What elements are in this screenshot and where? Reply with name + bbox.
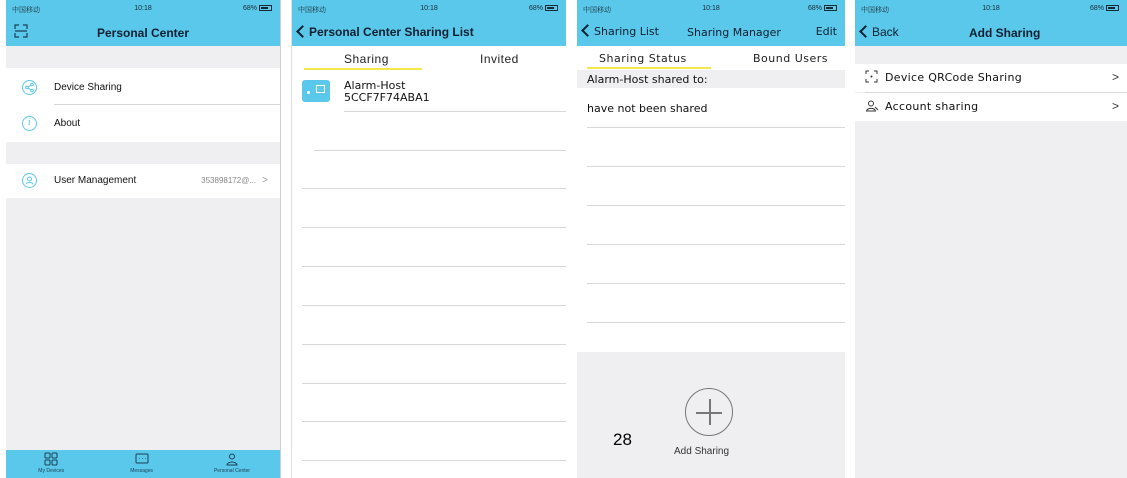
menu-item-device-sharing[interactable] (6, 80, 280, 98)
menu-item-qrcode-sharing[interactable] (855, 64, 1127, 92)
page-title: Personal Center (96, 26, 190, 40)
time-label: 10:18 (702, 5, 720, 12)
device-icon (302, 80, 330, 102)
carrier-label: 中国移动 (12, 7, 40, 14)
message-icon (135, 452, 149, 466)
status-bar (6, 0, 280, 16)
divider (302, 421, 566, 422)
battery-indicator (243, 5, 272, 12)
divider (587, 244, 845, 245)
carrier-label: 中国移动 (861, 7, 889, 14)
carrier-label: 中国移动 (298, 7, 326, 14)
back-button[interactable] (583, 25, 659, 38)
segment-sharing-status[interactable]: Sharing Status (599, 52, 687, 65)
info-icon: i (22, 116, 37, 131)
menu-item-label: Device Sharing (54, 82, 122, 93)
edit-button[interactable]: Edit (815, 25, 837, 38)
battery-icon (824, 5, 837, 11)
divider (302, 344, 566, 345)
page-number: 28 (613, 430, 632, 449)
grid-icon (44, 452, 58, 466)
menu-item-about[interactable] (6, 116, 280, 134)
divider (587, 166, 845, 167)
segment-control (577, 46, 845, 68)
divider (587, 283, 845, 284)
time-label: 10:18 (134, 5, 152, 12)
time-label: 10:18 (982, 5, 1000, 12)
battery-icon (1106, 5, 1119, 11)
back-button[interactable] (298, 25, 474, 39)
add-sharing-label[interactable]: Add Sharing (674, 446, 730, 457)
tab-bar (6, 450, 280, 478)
back-label: Sharing List (594, 25, 659, 38)
add-sharing-icon[interactable] (685, 388, 733, 436)
menu-item-user-management[interactable] (6, 173, 280, 191)
device-list-item[interactable] (292, 74, 566, 110)
chevron-left-icon (296, 25, 309, 38)
battery-label: 68% (807, 5, 822, 12)
menu-item-account-sharing[interactable] (855, 93, 1127, 121)
section-spacer (6, 46, 280, 68)
chevron-right-icon: > (262, 175, 268, 186)
chevron-right-icon: > (1111, 99, 1119, 113)
tab-messages[interactable] (96, 452, 186, 474)
chevron-right-icon: > (1111, 70, 1119, 84)
page-title: Sharing Manager (687, 26, 781, 39)
segment-sharing[interactable]: Sharing (344, 52, 389, 66)
personal-center-screen (6, 0, 281, 478)
account-icon (865, 99, 879, 116)
share-icon (22, 80, 37, 95)
segment-active-indicator (587, 67, 711, 69)
divider (302, 227, 566, 228)
battery-icon (259, 5, 272, 11)
user-account-value: 353898172@... (201, 176, 256, 185)
page-title: Add Sharing (969, 26, 1041, 40)
segment-bound-users[interactable]: Bound Users (753, 52, 829, 65)
battery-indicator (1090, 5, 1119, 12)
battery-indicator (808, 5, 837, 12)
device-name: Alarm-Host (344, 79, 406, 92)
nav-header (855, 0, 1127, 46)
menu-item-label: User Management (54, 175, 137, 186)
nav-header (292, 0, 566, 46)
divider (302, 188, 566, 189)
menu-item-label: Account sharing (885, 100, 979, 113)
divider (302, 460, 566, 461)
person-icon (225, 452, 239, 466)
battery-indicator (529, 5, 558, 12)
battery-label: 68% (242, 5, 257, 12)
sharing-manager-screen (577, 0, 845, 478)
divider (302, 383, 566, 384)
battery-label: 68% (1089, 5, 1104, 12)
sharing-list-screen (291, 0, 566, 478)
divider (314, 150, 566, 151)
nav-header (6, 0, 280, 46)
shared-to-header: Alarm-Host shared to: (577, 70, 845, 88)
empty-state-text: have not been shared (587, 102, 708, 115)
back-button[interactable] (861, 25, 899, 39)
menu-item-label: Device QRCode Sharing (885, 71, 1023, 84)
back-label: Back (872, 25, 899, 39)
divider (587, 127, 845, 128)
page-title: Personal Center Sharing List (309, 25, 474, 39)
section-spacer (6, 142, 280, 164)
divider (344, 111, 566, 112)
divider (302, 266, 566, 267)
divider (587, 205, 845, 206)
divider (54, 104, 280, 105)
carrier-label: 中国移动 (583, 7, 611, 14)
chevron-left-icon (859, 25, 872, 38)
empty-area (6, 198, 280, 450)
tab-my-devices[interactable] (6, 452, 96, 474)
nav-header (577, 0, 845, 46)
status-bar (292, 0, 566, 16)
divider (302, 305, 566, 306)
qrcode-scan-icon (865, 70, 878, 86)
status-bar (855, 0, 1127, 16)
status-bar (577, 0, 845, 16)
segment-invited[interactable]: Invited (480, 52, 519, 66)
tab-personal-center[interactable] (187, 452, 277, 474)
chevron-left-icon (581, 24, 594, 37)
tab-label: My Devices (38, 468, 65, 474)
tab-label: Personal Center (213, 468, 251, 474)
tab-label: Messages (130, 468, 153, 474)
battery-icon (545, 5, 558, 11)
time-label: 10:18 (420, 5, 438, 12)
divider (587, 322, 845, 323)
battery-label: 68% (528, 5, 543, 12)
add-sharing-screen (855, 0, 1127, 478)
segment-active-indicator (304, 68, 422, 70)
user-icon (22, 173, 37, 188)
menu-item-label: About (54, 118, 81, 129)
device-id: 5CCF7F74ABA1 (344, 91, 430, 104)
